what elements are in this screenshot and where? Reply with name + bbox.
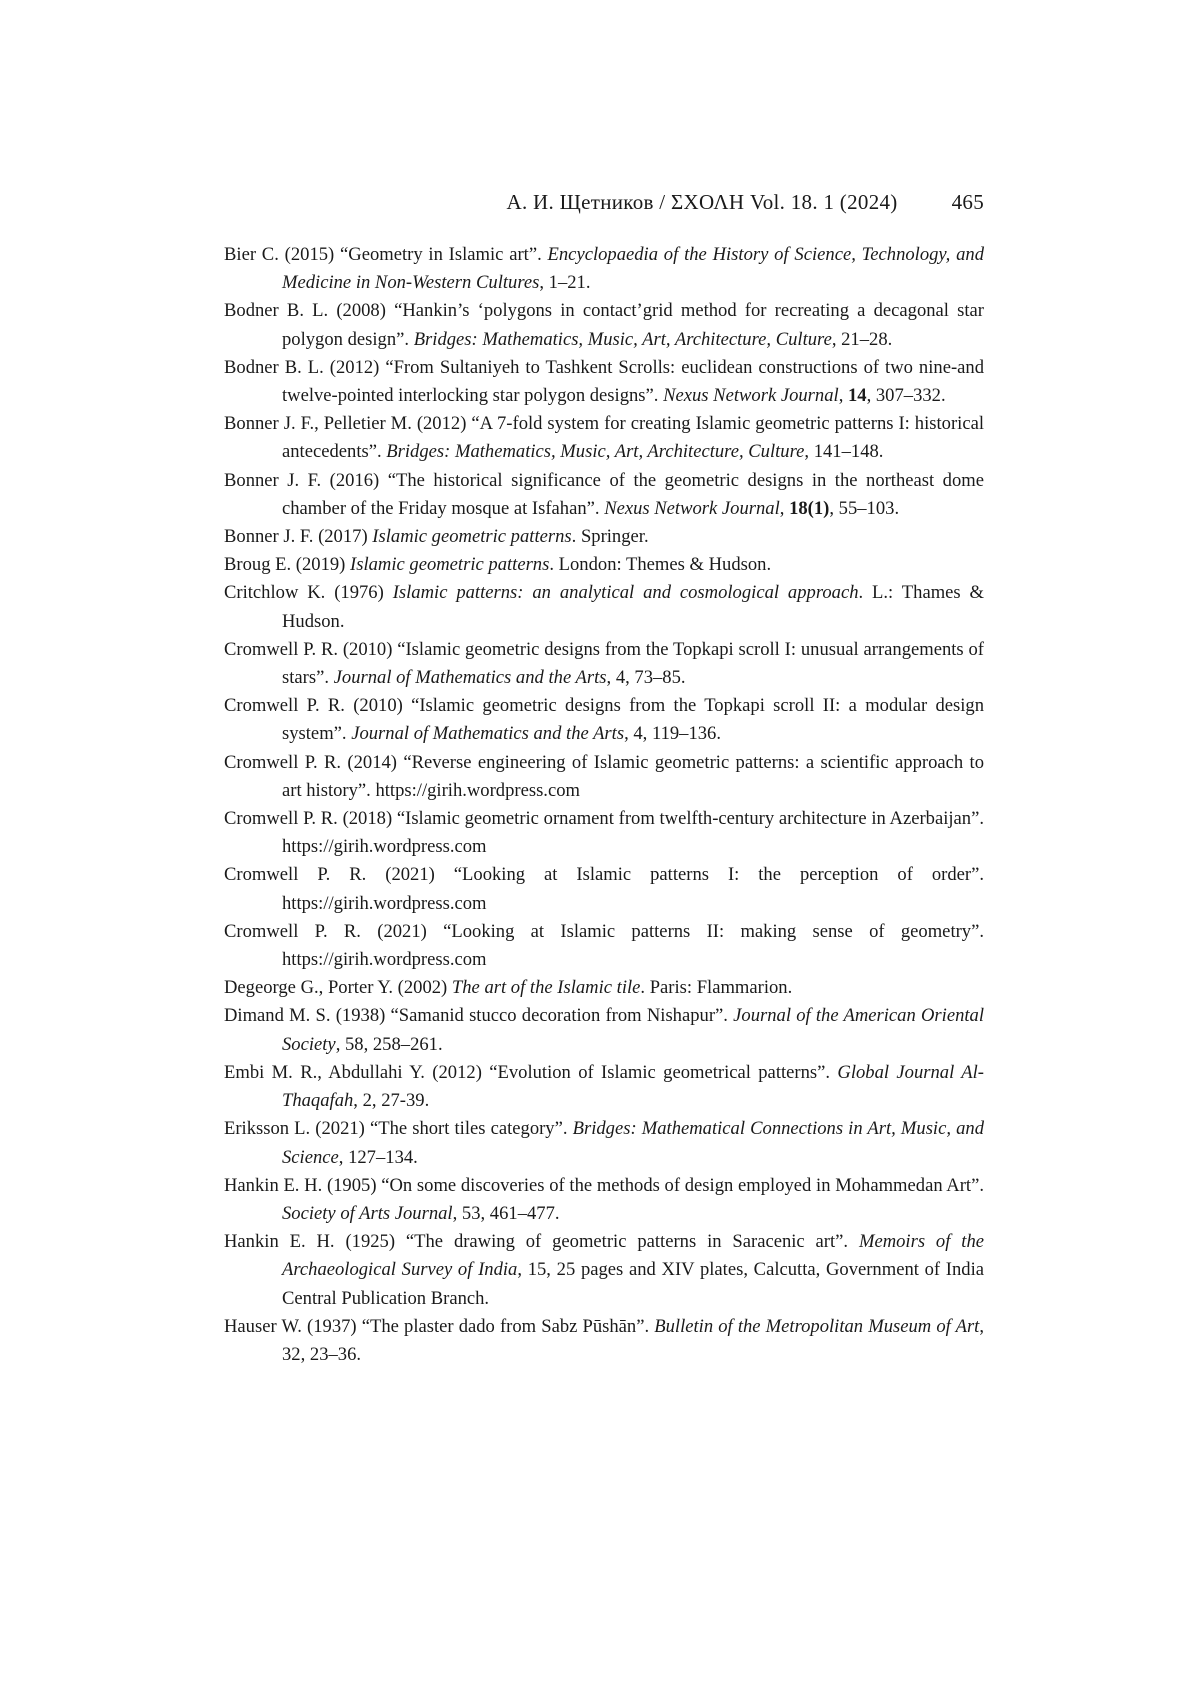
reference-pre: Bonner J. F. (2016) “The historical significance of the geometric designs in the northeast dome chamber of the Friday mosque at Isfahan”. [224,469,984,519]
reference-ital: Bridges: Mathematical Connections in Art, Music, and Science [282,1118,984,1168]
reference-ital: Society of Arts Journal [282,1202,453,1224]
reference-ital: Nexus Network Journal [604,497,780,519]
reference-post: . Paris: Flammarion. [640,977,793,999]
reference-entry [224,861,984,917]
reference-post: , 53, 461–477. [452,1202,560,1224]
reference-ital: Bridges: Mathematics, Music, Art, Architecture, Culture [386,441,805,463]
reference-post: , 32, 23–36. [282,1315,984,1365]
reference-ital: Nexus Network Journal [663,385,839,407]
reference-ital: Encyclopaedia of the History of Science, Technology, and Medicine in Non-Western Cultures [282,244,984,294]
reference-pre: Hankin E. H. (1925) “The drawing of geometric patterns in Saracenic art”. [224,1231,859,1253]
reference-post: , 4, 73–85. [606,667,686,689]
reference-entry [224,467,984,523]
reference-post: , 21–28. [831,328,893,350]
reference-ital: Bulletin of the Metropolitan Museum of Art [654,1315,980,1337]
reference-entry [224,1059,984,1115]
reference-ital: The art of the Islamic tile [451,977,641,999]
reference-pre: Critchlow K. (1976) [224,582,393,604]
page-number: 465 [951,190,984,214]
reference-ital: Global Journal Al-Thaqafah [282,1061,984,1112]
reference-ital: Islamic geometric patterns [372,526,572,548]
reference-bold: 18(1) [789,497,830,519]
reference-pre: Bodner B. L. (2012) “From Sultaniyeh to Tashkent Scrolls: euclidean constructions of two nine-and twelve-pointed interlocking star polygon designs”. [224,356,984,407]
reference-entry [224,692,984,748]
reference-entry [224,749,984,805]
reference-post: , 2, 27-39. [353,1090,430,1112]
reference-ital: Bridges: Mathematics, Music, Art, Architecture, Culture [413,328,832,350]
reference-entry [224,636,984,692]
reference-pre: Cromwell P. R. (2021) “Looking at Islamic patterns II: making sense of geometry”. https://girih.wordpress.com [224,920,984,971]
reference-entry [224,1002,984,1058]
reference-post: , 127–134. [338,1146,418,1168]
reference-pre: Hankin E. H. (1905) “On some discoveries of the methods of design employed in Mohammedan Art”. [224,1174,984,1196]
reference-entry [224,579,984,635]
reference-pre: Bonner J. F. (2017) [224,526,373,548]
reference-ital: Journal of Mathematics and the Arts [351,723,625,745]
reference-pre: Cromwell P. R. (2021) “Looking at Islamic patterns I: the perception of order”. https://girih.wordpress.com [224,864,984,914]
reference-entry [224,1172,984,1228]
reference-pre: Cromwell P. R. (2010) “Islamic geometric designs from the Topkapi scroll II: a modular design system”. [224,695,984,745]
reference-entry [224,1115,984,1171]
reference-pre: Degeorge G., Porter Y. (2002) [224,977,452,999]
reference-entry [224,410,984,466]
reference-entry [224,1313,984,1369]
reference-entry [224,551,984,579]
reference-entry [224,918,984,974]
reference-ital: Journal of the American Oriental Society [282,1005,985,1055]
reference-pre: Dimand M. S. (1938) “Samanid stucco decoration from Nishapur”. [224,1005,734,1027]
reference-post: , 15, 25 pages and XIV plates, Calcutta, Government of India Central Publication Branch. [282,1259,985,1309]
reference-post: . London: Themes & Hudson. [549,554,772,576]
reference-post: , 141–148. [804,441,884,463]
reference-ital: Islamic geometric patterns [350,554,550,576]
reference-pre: Eriksson L. (2021) “The short tiles category”. [224,1118,573,1140]
reference-pre: Bodner B. L. (2008) “Hankin’s ‘polygons in contact’grid method for recreating a decagonal star polygon design”. [224,300,984,350]
reference-ital: Journal of Mathematics and the Arts [333,667,607,689]
reference-entry [224,297,984,353]
reference-ital: Memoirs of the Archaeological Survey of India [282,1231,984,1281]
reference-pre: Cromwell P. R. (2018) “Islamic geometric ornament from twelfth-century architecture in Azerbaijan”. https://girih.wordpress.com [224,808,984,858]
reference-pre: Hauser W. (1937) “The plaster dado from Sabz Pūshān”. [224,1315,655,1337]
reference-post: , [779,497,790,519]
reference-post2: , 307–332. [866,385,946,407]
reference-bold: 14 [847,385,867,407]
reference-pre: Broug E. (2019) [224,554,351,576]
reference-post2: , 55–103. [829,497,900,519]
reference-pre: Embi M. R., Abdullahi Y. (2012) “Evolution of Islamic geometrical patterns”. [224,1061,838,1083]
reference-pre: Bonner J. F., Pelletier M. (2012) “A 7-fold system for creating Islamic geometric patterns I: historical antecedents”. [224,413,984,463]
reference-post: . L.: Thames & Hudson. [282,582,984,632]
reference-entry [224,974,984,1002]
reference-post: , [838,385,848,407]
reference-post: , 58, 258–261. [335,1033,443,1055]
reference-pre: Cromwell P. R. (2010) “Islamic geometric designs from the Topkapi scroll I: unusual arrangements of stars”. [224,638,984,689]
reference-entry [224,1228,984,1313]
reference-pre: Bier C. (2015) “Geometry in Islamic art”. [224,244,548,265]
reference-entry [224,354,984,410]
reference-post: . Springer. [571,526,649,548]
running-head [224,190,984,215]
reference-entry [224,523,984,551]
reference-ital: Islamic patterns: an analytical and cosmological approach [392,582,859,604]
reference-entry [224,241,984,297]
reference-pre: Cromwell P. R. (2014) “Reverse engineering of Islamic geometric patterns: a scientific approach to art history”. https://girih.wordpress.com [224,751,984,801]
reference-post: , 4, 119–136. [624,723,722,745]
running-head-title: А. И. Щетников / ΣΧΟΛΗ Vol. 18. 1 (2024) [506,190,898,214]
reference-list [224,241,984,1369]
reference-post: , 1–21. [539,272,591,294]
reference-entry [224,805,984,861]
